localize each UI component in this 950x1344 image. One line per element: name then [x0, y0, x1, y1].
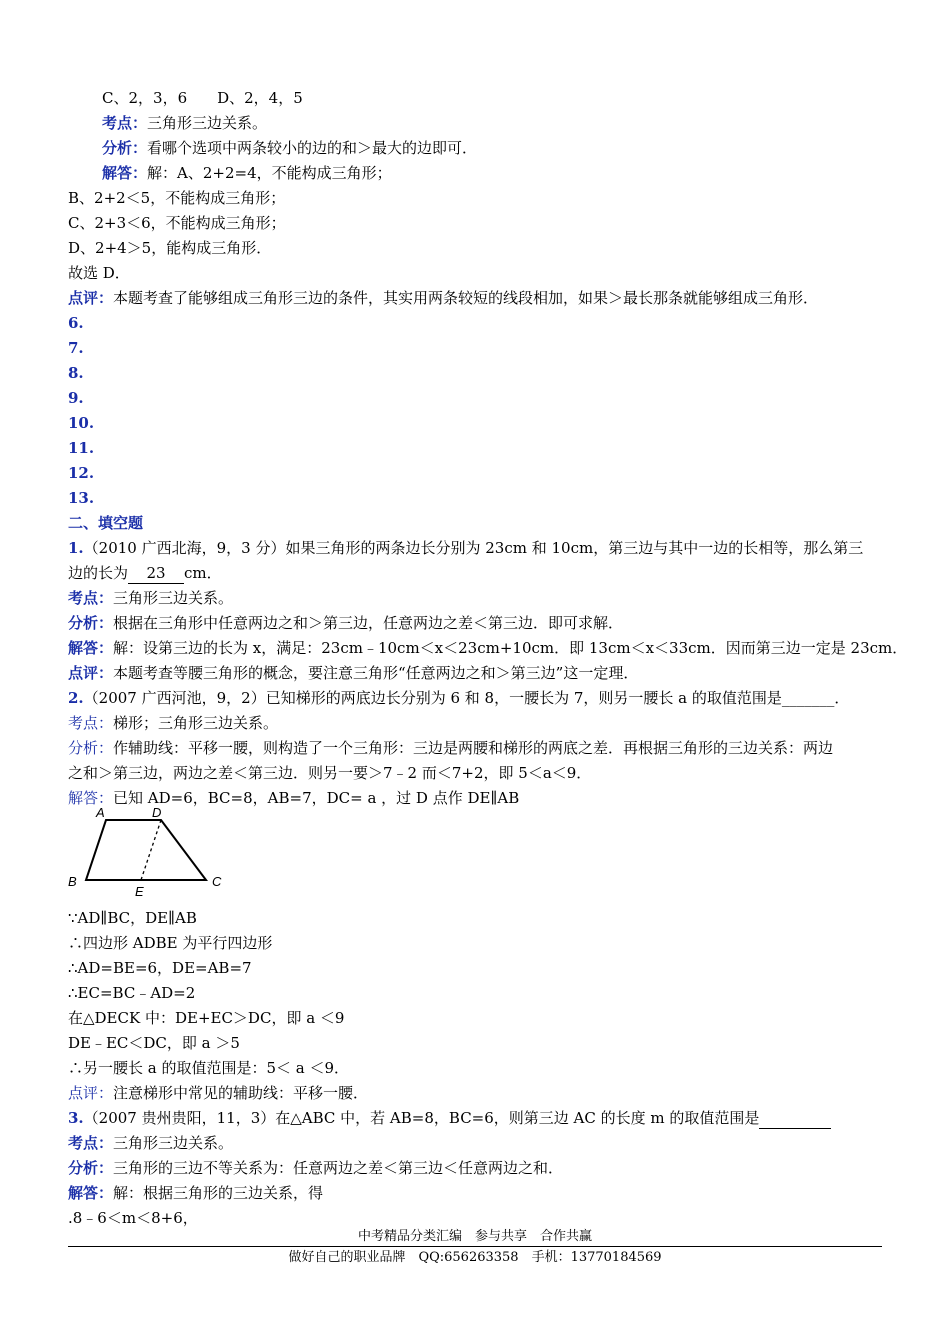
point-a-label: A — [96, 806, 105, 820]
trapezoid-figure — [62, 806, 232, 898]
options-c-d: C、2，3，6 D、2，4，5 — [102, 89, 303, 107]
q1-jieda: 解答：解：设第三边的长为 x，满足：23cm﹣10cm＜x＜23cm+10cm．即 13cm＜x＜33cm．因而第三边一定是 23cm． — [68, 639, 908, 657]
question-number: 11. — [68, 439, 95, 457]
question-number: 7. — [68, 339, 84, 357]
q1-kaodian: 考点：三角形三边关系。 — [68, 589, 234, 607]
q2-fenxi-1: 分析：作辅助线：平移一腰，则构造了一个三角形：三边是两腰和梯形的两底之差．再根据三角形的三边关系：两边 — [68, 739, 834, 757]
q3-kaodian: 考点：三角形三边关系。 — [68, 1134, 234, 1152]
q2-step: ∴EC=BC﹣AD=2 — [68, 984, 196, 1002]
q1-dianping: 点评：本题考查等腰三角形的概念，要注意三角形“任意两边之和＞第三边”这一定理． — [68, 664, 639, 682]
q2-step: ∴四边形 ADBE 为平行四边形 — [68, 934, 273, 952]
footer-divider — [68, 1246, 882, 1247]
q3-fenxi: 分析：三角形的三边不等关系为：任意两边之差＜第三边＜任意两边之和． — [68, 1159, 564, 1177]
q3-line1: 3.（2007 贵州贵阳，11，3）在△ABC 中，若 AB=8，BC=6，则第三边 AC 的长度 m 的取值范围是 — [68, 1108, 831, 1129]
q1-answer-blank: 23 — [128, 563, 184, 584]
q2-step: ∴另一腰长 a 的取值范围是：5＜ a ＜9． — [68, 1059, 350, 1077]
answer-line-b: B、2+2＜5，不能构成三角形； — [68, 189, 286, 207]
q2-dianping: 点评：注意梯形中常见的辅助线：平移一腰． — [68, 1084, 369, 1102]
q2-step: ∴AD=BE=6，DE=AB=7 — [68, 959, 252, 977]
q3-last-line: .8﹣6＜m＜8+6， — [68, 1209, 198, 1227]
dianping-line: 点评：本题考查了能够组成三角形三边的条件，其实用两条较短的线段相加，如果＞最长那条就能够组成三角形． — [68, 289, 819, 307]
point-e-label: E — [135, 884, 144, 898]
answer-line-c: C、2+3＜6，不能构成三角形； — [68, 214, 286, 232]
answer-choice: 故选 D． — [68, 264, 130, 282]
q3-jieda: 解答：解：根据三角形的三边关系，得 — [68, 1184, 324, 1202]
q2-line1: 2.（2007 广西河池，9，2）已知梯形的两底边长分别为 6 和 8，一腰长为 7，则另一腰长 a 的取值范围是_______． — [68, 689, 850, 707]
question-number: 12. — [68, 464, 95, 482]
point-c-label: C — [212, 874, 222, 889]
footer-line1: 中考精品分类汇编 参与共享 合作共赢 — [357, 1229, 592, 1244]
q2-kaodian: 考点：梯形；三角形三边关系。 — [68, 714, 279, 732]
section-title: 二、填空题 — [68, 514, 144, 532]
jieda-line: 解答：解：A、2+2=4，不能构成三角形； — [102, 164, 392, 182]
kaodian-line: 考点：三角形三边关系。 — [102, 114, 268, 132]
question-number: 10. — [68, 414, 95, 432]
answer-line-d: D、2+4＞5，能构成三角形． — [68, 239, 272, 257]
footer-line2: 做好自己的职业品牌 QQ:656263358 手机：13770184569 — [288, 1250, 662, 1265]
point-b-label: B — [68, 874, 77, 889]
q2-fenxi-2: 之和＞第三边，两边之差＜第三边．则另一要＞7﹣2 而＜7+2，即 5＜a＜9． — [68, 764, 592, 782]
q2-step: 在△DECK 中：DE+EC＞DC，即 a ＜9 — [68, 1009, 345, 1027]
q1-fenxi: 分析：根据在三角形中任意两边之和＞第三边，任意两边之差＜第三边．即可求解． — [68, 614, 624, 632]
fenxi-line: 分析：看哪个选项中两条较小的边的和＞最大的边即可． — [102, 139, 478, 157]
question-number: 9. — [68, 389, 84, 407]
point-d-label: D — [152, 806, 162, 820]
q2-step: DE﹣EC＜DC，即 a ＞5 — [68, 1034, 240, 1052]
question-number: 6. — [68, 314, 84, 332]
question-number: 13. — [68, 489, 95, 507]
q2-step: ∵AD∥BC，DE∥AB — [68, 909, 197, 927]
q1-line2: 边的长为 23 cm． — [68, 564, 222, 582]
q1-line1: 1.（2010 广西北海，9，3 分）如果三角形的两条边长分别为 23cm 和 10cm，第三边与其中一边的长相等，那么第三 — [68, 539, 864, 557]
q2-jieda: 解答：已知 AD=6，BC=8，AB=7，DC= a ，过 D 点作 DE∥AB — [68, 789, 520, 807]
question-number: 8. — [68, 364, 84, 382]
